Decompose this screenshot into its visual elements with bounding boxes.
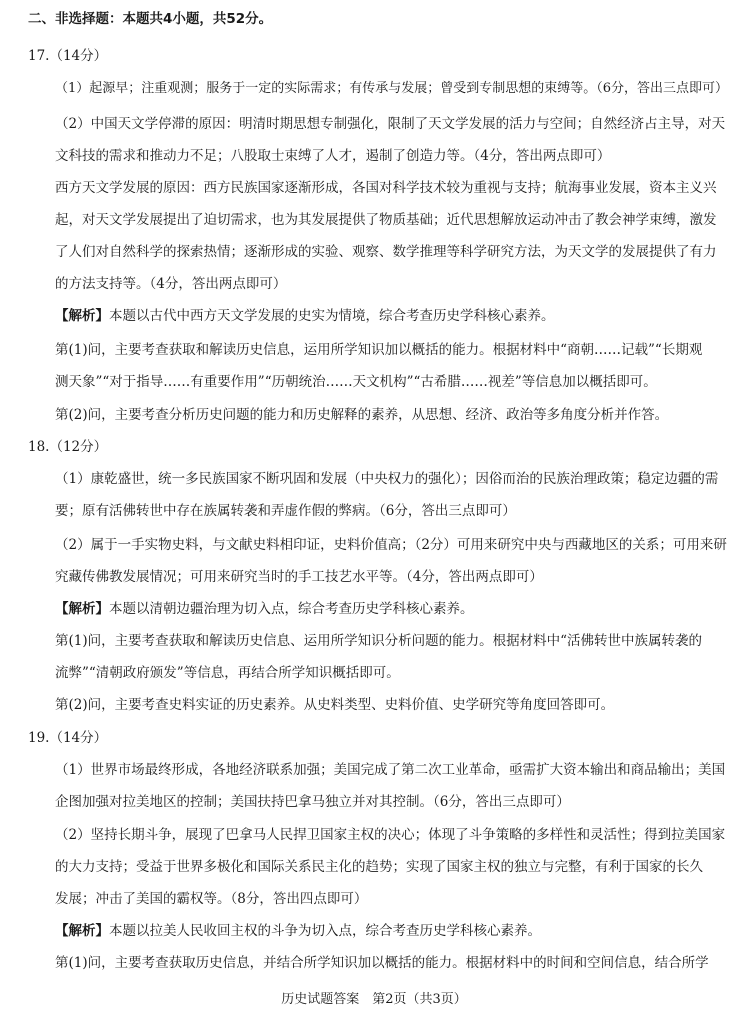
q18-analysis-a2: 第(2)问，主要考查史料实证的历史素养。从史料类型、史料价值、史学研究等角度回答即可。	[55, 697, 615, 713]
q18-part1-line2: 要；原有活佛转世中存在族属转袭和弄虚作假的弊病。（6分，答出三点即可）	[55, 503, 516, 519]
page-footer: 历史试题答案 第2页（共3页）	[281, 992, 467, 1007]
q17-part3-line1: 西方天文学发展的原因：西方民族国家逐渐形成，各国对科学技术较为重视与支持；航海事业发展，资本主义兴	[55, 180, 717, 196]
q18-part1-line1: （1）康乾盛世，统一多民族国家不断巩固和发展（中央权力的强化）；因俗而治的民族治理政策；稳定边疆的需	[55, 471, 719, 487]
q18-number: 18.（12分）	[28, 439, 108, 455]
q17-part3-line3: 了人们对自然科学的探索热情；逐渐形成的实验、观察、数学推理等科学研究方法，为天文学的发展提供了有力	[55, 244, 717, 260]
q19-analysis	[55, 921, 541, 941]
q19-number: 19.（14分）	[28, 730, 108, 746]
q17-part1: （1）起源早；注重观测；服务于一定的实际需求；有传承与发展；曾受到专制思想的束缚等。（6分，答出三点即可）	[55, 81, 729, 96]
q19-part2-line3: 发展；冲击了美国的霸权等。（8分，答出四点即可）	[55, 891, 368, 907]
q17-analysis-text: 本题以古代中西方天文学发展的史实为情境，综合考查历史学科核心素养。	[109, 308, 555, 324]
q17-analysis	[55, 306, 555, 326]
q19-part1-line1: （1）世界市场最终形成，各地经济联系加强；美国完成了第二次工业革命，亟需扩大资本输出和商品输出；美国	[55, 762, 726, 778]
q17-part3-line4: 的方法支持等。（4分，答出两点即可）	[55, 276, 287, 292]
q18-analysis-a1-line1: 第(1)问，主要考查获取和解读历史信息、运用所学知识分析问题的能力。根据材料中“活佛转世中族属转袭的	[55, 633, 703, 649]
q17-part2-line1: （2）中国天文学停滞的原因：明清时期思想专制强化，限制了天文学发展的活力与空间；自然经济占主导，对天	[55, 116, 726, 132]
q17-analysis-a1-line1: 第(1)问，主要考查获取和解读历史信息，运用所学知识加以概括的能力。根据材料中“商朝……记载”“长期观	[55, 342, 703, 358]
q17-part3-line2: 起，对天文学发展提出了迫切需求，也为其发展提供了物质基础；近代思想解放运动冲击了教会神学束缚，激发	[55, 212, 717, 228]
q18-analysis	[55, 599, 474, 619]
q17-analysis-a1-line2: 测天象”“对于指导……有重要作用”“历朝统治……天文机构”“古希腊……视差”等信息加以概括即可。	[55, 374, 657, 390]
q17-analysis-a2: 第(2)问，主要考查分析历史问题的能力和历史解释的素养，从思想、经济、政治等多角度分析并作答。	[55, 407, 669, 423]
q17-part2-line2: 文科技的需求和推动力不足；八股取士束缚了人才，遏制了创造力等。（4分，答出两点即可）	[55, 148, 611, 164]
q19-part2-line2: 的大力支持；受益于世界多极化和国际关系民主化的趋势；实现了国家主权的独立与完整，有利于国家的长久	[55, 859, 703, 875]
q19-part2-line1: （2）坚持长期斗争，展现了巴拿马人民捍卫国家主权的决心；体现了斗争策略的多样性和灵活性；得到拉美国家	[55, 827, 726, 843]
q18-part2-line2: 究藏传佛教发展情况；可用来研究当时的手工技艺水平等。（4分，答出两点即可）	[55, 569, 543, 585]
q18-analysis-tag: 【解析】	[55, 601, 109, 617]
q18-analysis-text: 本题以清朝边疆治理为切入点，综合考查历史学科核心素养。	[109, 601, 474, 617]
q19-part1-line2: 企图加强对拉美地区的控制；美国扶持巴拿马独立并对其控制。（6分，答出三点即可）	[55, 794, 570, 810]
q17-number: 17.（14分）	[28, 48, 108, 64]
section-title: 二、非选择题：本题共4小题，共52分。	[28, 11, 273, 27]
q19-analysis-text: 本题以拉美人民收回主权的斗争为切入点，综合考查历史学科核心素养。	[109, 923, 541, 939]
q17-analysis-tag: 【解析】	[55, 308, 109, 324]
q19-analysis-tag: 【解析】	[55, 923, 109, 939]
q19-analysis-a1-line1: 第(1)问，主要考查获取历史信息，并结合所学知识加以概括的能力。根据材料中的时间和空间信息，结合所学	[55, 955, 709, 971]
q18-analysis-a1-line2: 流弊”“清朝政府颁发”等信息，再结合所学知识概括即可。	[55, 665, 400, 681]
q18-part2-line1: （2）属于一手实物史料，与文献史料相印证，史料价值高；（2分）可用来研究中央与西藏地区的关系；可用来研	[55, 537, 727, 553]
